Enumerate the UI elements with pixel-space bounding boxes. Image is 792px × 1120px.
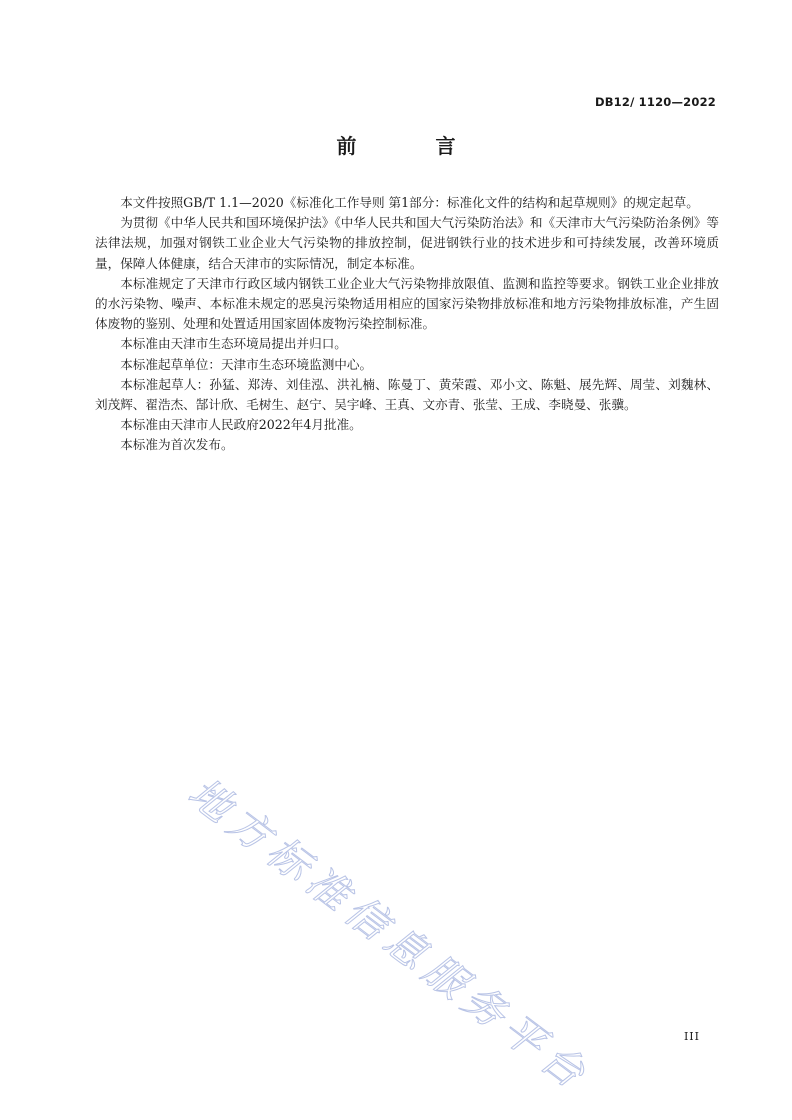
paragraph-proposer: 本标准由天津市生态环境局提出并归口。 xyxy=(120,336,347,352)
paragraph-scope: 本标准规定了天津市行政区域内钢铁工业企业大气污染物排放限值、监测和监控等要求。钢铁工业企业排放的水污染物、噪声、本标准未规定的恶臭污染物适用相应的国家污染物排放标准和地方污染物排放标准，产生固体废物的鉴别、处理和处置适用国家固体废物污染控制标准。 xyxy=(95,275,719,332)
paragraph-approval: 本标准由天津市人民政府2022年4月批准。 xyxy=(120,417,362,433)
page-title: 前 言 xyxy=(336,134,492,158)
paragraph-purpose: 为贯彻《中华人民共和国环境保护法》《中华人民共和国大气污染防治法》和《天津市大气污染防治条例》等法律法规，加强对钢铁工业企业大气污染物的排放控制，促进钢铁行业的技术进步和可持续发展，改善环境质量，保障人体健康，结合天津市的实际情况，制定本标准。 xyxy=(95,215,719,271)
paragraph-drafters: 本标准起草人：孙猛、郑涛、刘佳泓、洪礼楠、陈曼丁、黄荣霞、邓小文、陈魁、展先辉、周莹、刘魏林、刘茂辉、翟浩杰、郜计欣、毛树生、赵宁、吴宇峰、王真、文亦青、张莹、王成、李晓曼、张骥。 xyxy=(95,376,719,413)
paragraph-drafting-unit: 本标准起草单位：天津市生态环境监测中心。 xyxy=(120,356,373,372)
watermark: 地方标准信息服务平台 xyxy=(179,768,600,1102)
page-number: III xyxy=(683,1030,700,1043)
document-number: DB12/ 1120—2022 xyxy=(594,95,716,109)
paragraph-first-release: 本标准为首次发布。 xyxy=(120,437,234,453)
foreword-body xyxy=(95,193,719,456)
paragraph-drafting-rules: 本文件按照GB/T 1.1—2020《标准化工作导则 第1部分：标准化文件的结构和起草规则》的规定起草。 xyxy=(120,195,699,210)
